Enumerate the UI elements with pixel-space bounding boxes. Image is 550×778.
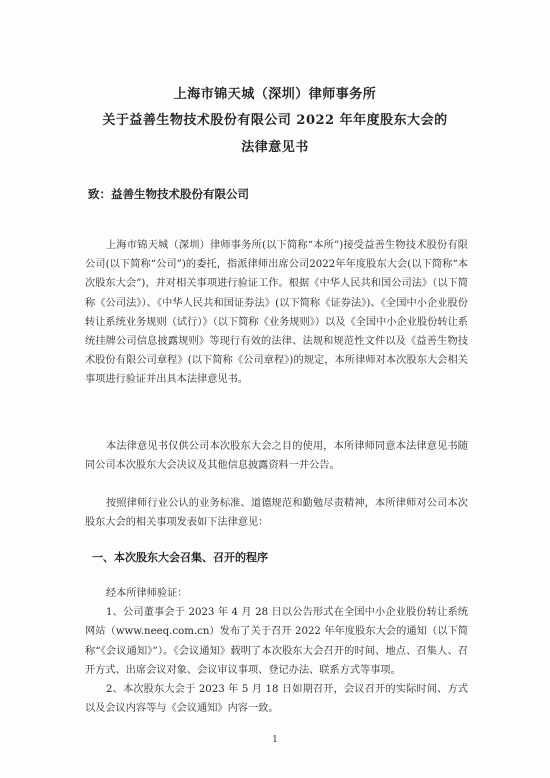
paragraph-opinion-basis: 按照律师行业公认的业务标准、道德规范和勤勉尽责精神，本所律师对公司本次股东大会的相关事项发表如下法律意见：	[85, 498, 468, 529]
section-paragraph: 1、公司董事会于 2023 年 4 月 28 日以公告形式在全国中小企业股份转让系统网站（www.neeq.com.cn）发布了关于召开 2022 年年度股东大会的通知（以下简称“《会议通知》”）。《会议通知》载明了本次股东大会召开的时间、地点、召集人、召开方式、出席会议对象、会议审议事项、登记办法、联系方式等事项。	[85, 607, 468, 677]
section-heading: 一、本次股东大会召集、召开的程序	[92, 551, 268, 564]
document-title-firm: 上海市锦天城（深圳）律师事务所	[173, 87, 377, 102]
addressee: 致：益善生物技术股份有限公司	[88, 187, 249, 201]
document-title-type: 法律意见书	[241, 140, 309, 155]
document-title-subject: 关于益善生物技术股份有限公司 2022 年年度股东大会的	[102, 113, 448, 128]
paragraph-intro: 上海市锦天城（深圳）律师事务所(以下简称“本所”)接受益善生物技术股份有限公司(以下简称“公司”)的委托，指派律师出席公司2022年年度股东大会(以下简称“本次股东大会”)，并对相关事项进行验证工作。根据《中华人民共和国公司法》（以下简称《公司法》）、《中华人民共和国证券法》(以下简称《证券法》)、《全国中小企业股份转让系统业务规则（试行）》（以下简称《业务规则》）以及《全国中小企业股份转让系统挂牌公司信息披露规则》等现行有效的法律、法规和规范性文件以及《益善生物技术股份有限公司章程》(以下简称《公司章程》)的规定，本所律师对本次股东大会相关事项进行验证并出具本法律意见书。	[85, 240, 468, 386]
section-paragraph: 经本所律师验证：	[106, 588, 188, 599]
paragraph-usage: 本法律意见书仅供公司本次股东大会之目的使用，本所律师同意本法律意见书随同公司本次股东大会决议及其他信息披露资料一并公告。	[85, 441, 468, 472]
section-paragraph: 2、本次股东大会于 2023 年 5 月 18 日如期召开，会议召开的实际时间、方式以及会议内容等与《会议通知》内容一致。	[85, 684, 468, 715]
page-number: 1	[272, 735, 278, 745]
